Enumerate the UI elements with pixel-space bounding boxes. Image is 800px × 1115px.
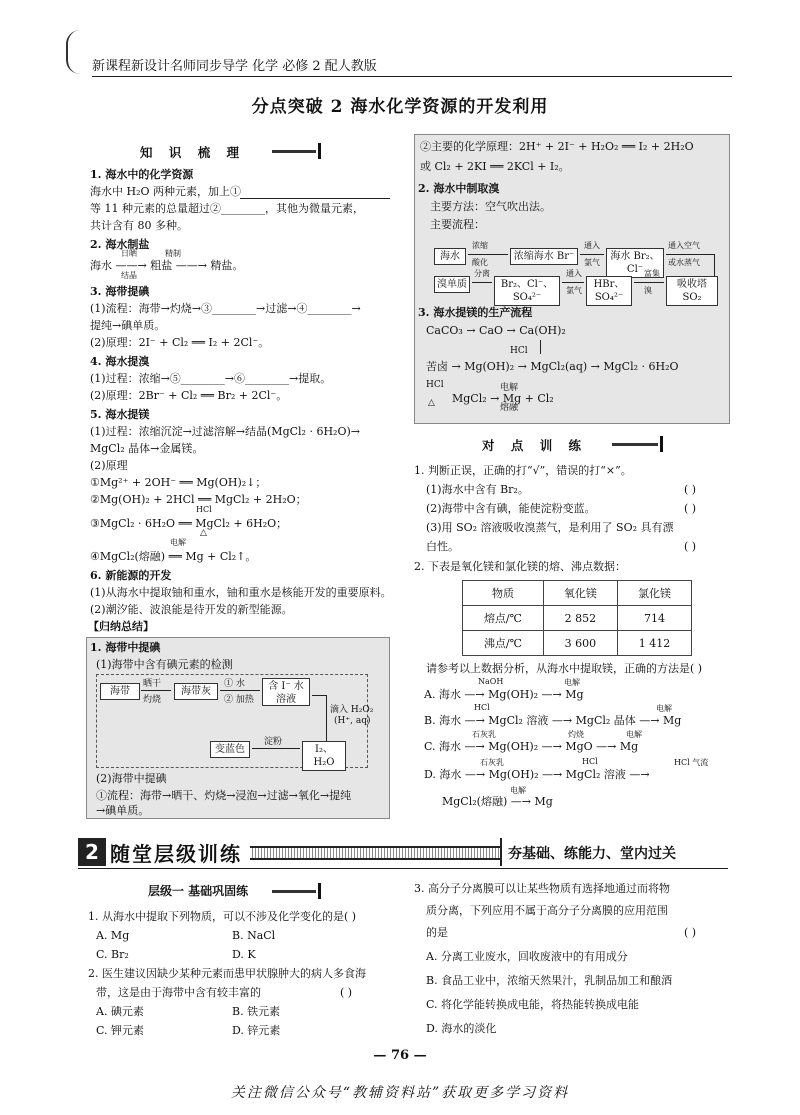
banner-number: 2 (78, 838, 106, 866)
optD-over-2: HCl (582, 757, 598, 766)
arrow-down-line (326, 695, 327, 741)
k-line-3: 共计含有 80 多种。 (90, 219, 188, 232)
k-line-17: ①Mg²⁺ + 2OH⁻ ══ Mg(OH)₂↓； (90, 476, 267, 489)
header-arc-decoration (66, 30, 82, 74)
k-line-9: (2)原理：2I⁻ + Cl₂ ══ I₂ + 2Cl⁻。 (90, 336, 270, 349)
banner-subtitle: 夯基础、练能力、堂内过关 (508, 846, 676, 862)
mg-line3: MgCl₂ → Mg + Cl₂ (452, 392, 554, 405)
arrow-acid-label: (H⁺, aq) (334, 716, 371, 726)
br-box-conc: 浓缩海水 Br⁻ (510, 248, 578, 265)
k-line-5: 海水 ——→ 粗盐 ——→ 精盐。 (90, 259, 244, 272)
summary-flow2: →碘单质。 (96, 804, 150, 817)
br-box-absorb: 吸收塔 SO₂ (666, 276, 718, 306)
table-cell: 1 412 (617, 631, 691, 656)
mg3-triangle-label: △ (200, 528, 207, 538)
br-box-seawater: 海水 (434, 248, 466, 265)
q3-opt-b[interactable]: B. 食品工业中，浓缩天然果汁，乳制品加工和酿酒 (426, 974, 673, 987)
mg2-hcl-label: HCl (510, 346, 528, 356)
page-number: — 76 — (373, 1048, 427, 1063)
header-rule (92, 76, 732, 77)
br-box-bromine: 溴单质 (434, 276, 470, 293)
br-arrow-chlorine1: 氯气 (584, 258, 600, 267)
knowledge-heading-bar (272, 150, 316, 153)
p-q1b-paren[interactable]: ( ) (684, 502, 697, 515)
l1-q1-opt-c[interactable]: C. Br₂ (96, 948, 129, 961)
summary-sub2: (2)海带中提碘 (96, 772, 167, 785)
k-line-2: 等 11 种元素的总量超过②________，其他为微量元素， (90, 202, 364, 215)
bromine-process: 主要流程： (430, 218, 485, 231)
optD2-over: 电解 (510, 786, 526, 795)
table-row (463, 606, 692, 631)
summary-flow: ①流程：海带→晒干、灼烧→浸泡→过滤→氧化→提纯 (96, 789, 352, 802)
arrow-dry (141, 690, 171, 691)
optB-over-1: HCl (474, 703, 490, 712)
mg-arrow-down (540, 340, 541, 354)
optD-over-1: 石灰乳 (480, 758, 504, 767)
mg-line2: 苦卤 → Mg(OH)₂ → MgCl₂(aq) → MgCl₂ · 6H₂O (426, 360, 679, 373)
k-line-12: (2)原理：2Br⁻ + Cl₂ ══ Br₂ + 2Cl⁻。 (90, 389, 288, 402)
k-line-14: (1)过程：浓缩沉淀→过滤溶解→结晶(MgCl₂ · 6H₂O)→ (90, 425, 360, 438)
l1-q1-opt-b[interactable]: B. NaCl (232, 929, 276, 942)
k-line-13: 5. 海水提镁 (90, 408, 150, 421)
arrow-water-label: ① 水 (224, 679, 245, 689)
box-iodine-water: I₂、H₂O (302, 741, 346, 771)
arrow-dry-label: 晒干 (143, 679, 162, 689)
bromine-head: 2. 海水中制取溴 (418, 182, 500, 195)
l1-q1-opt-d[interactable]: D. K (232, 948, 256, 961)
mg-line1: CaCO₃ → CaO → Ca(OH)₂ (426, 324, 566, 337)
p-q1a-paren[interactable]: ( ) (684, 483, 697, 496)
knowledge-heading-block (140, 142, 245, 161)
br-arrow-separate: 分离 (474, 269, 490, 278)
q3-line-1: 质分离，下列应用不属于高分子分离膜的应用范围 (426, 904, 668, 917)
level1-heading: 层级一 基础巩固练 (148, 884, 249, 898)
optC-over-2: 灼烧 (568, 730, 584, 739)
br-arrow-concentrate: 浓缩 (472, 241, 488, 250)
p-q1b: (2)海带中含有碘，能使淀粉变蓝。 (426, 502, 596, 515)
k-line-8: 提纯→碘单质。 (90, 319, 166, 332)
salt-crystal-label: 结晶 (121, 271, 137, 280)
br-arrow-pass1: 通入 (584, 241, 600, 250)
k-line-23: (2)潮汐能、波浪能是待开发的新型能源。 (90, 603, 293, 616)
knowledge-heading: 知 识 梳 理 (140, 145, 246, 160)
br-arrow-3 (666, 254, 714, 255)
q3-paren[interactable]: ( ) (684, 926, 697, 939)
table-header: 物质 (463, 581, 544, 606)
practice-heading-block (482, 435, 587, 454)
l1-q1: 1. 从海水中提取下列物质，可以不涉及化学变化的是( ) (88, 910, 357, 923)
arrow-water (220, 690, 260, 691)
table-header-row (463, 581, 692, 606)
banner-title: 随堂层级训练 (110, 842, 242, 866)
k-line-22: (1)从海水中提取铀和重水，铀和重水是核能开发的重要原料。 (90, 586, 392, 599)
summary-label: 【归纳总结】 (88, 620, 154, 633)
page-title: 分点突破 2 海水化学资源的开发利用 (251, 97, 549, 117)
table-cell: 沸点/℃ (463, 631, 544, 656)
table-header: 氯化镁 (617, 581, 691, 606)
q3-line-0: 3. 高分子分离膜可以让某些物质有选择地通过而将物 (414, 882, 670, 895)
principle1: ②主要的化学原理：2H⁺ + 2I⁻ + H₂O₂ ══ I₂ + 2H₂O (420, 140, 694, 153)
l1-q2-opt-c[interactable]: C. 钾元素 (96, 1024, 145, 1037)
box-blue: 变蓝色 (210, 741, 250, 758)
blank-1[interactable] (240, 198, 390, 199)
practice-heading: 对 点 训 练 (482, 438, 588, 453)
table-header: 氧化镁 (543, 581, 617, 606)
option-c[interactable]: C. 海水 —→ Mg(OH)₂ —→ MgO —→ Mg (424, 740, 639, 753)
arrow-h2o2-label: 滴入 H₂O₂ (330, 705, 374, 715)
salt-refine-label: 精制 (165, 249, 181, 258)
book-series-header: 新课程新设计名师同步导学 化学 必修 2 配人教版 (92, 59, 377, 74)
table-cell: 3 600 (543, 631, 617, 656)
l1-q2: 2. 医生建议因缺少某种元素而患甲状腺肿大的病人多食海 (88, 967, 366, 980)
box-seaweed: 海带 (100, 683, 140, 700)
br-arrow-1 (468, 254, 508, 255)
q3-opt-a[interactable]: A. 分离工业废水，回收废液中的有用成分 (426, 950, 628, 963)
table-cell: 2 852 (543, 606, 617, 631)
option-b[interactable]: B. 海水 —→ MgCl₂ 溶液 —→ MgCl₂ 晶体 —→ Mg (424, 714, 682, 727)
arrow-starch (252, 748, 300, 749)
q3-opt-d[interactable]: D. 海水的淡化 (426, 1022, 497, 1035)
br-arrow-steam: 或水蒸气 (668, 258, 700, 267)
p-q1c2: 白性。 (426, 540, 459, 553)
arrow-heat-label: ② 加热 (224, 695, 254, 705)
table-cell: 熔点/℃ (463, 606, 544, 631)
k-line-15: MgCl₂ 晶体→金属镁。 (90, 442, 204, 455)
br-arrow-enrich: 富集 (644, 269, 660, 278)
p-q2: 2. 下表是氧化镁和氯化镁的熔、沸点数据： (414, 560, 626, 573)
banner-divider (500, 838, 502, 866)
l1-q2-paren[interactable]: ( ) (340, 986, 353, 999)
footer-note: 关注微信公众号“教辅资料站”获取更多学习资料 (230, 1085, 570, 1101)
mg3-hcl-label: HCl (196, 505, 212, 514)
optC-over-1: 石灰乳 (472, 730, 496, 739)
table-cell: 714 (617, 606, 691, 631)
mg-data-table (462, 580, 692, 656)
br-arrow-2 (580, 254, 604, 255)
arrow-right-corner (312, 695, 326, 696)
br-arrow-5 (562, 282, 584, 283)
mg3-hcl-pre: HCl (426, 380, 444, 390)
mg-head: 3. 海水提镁的生产流程 (418, 306, 533, 319)
k-line-4: 2. 海水制盐 (90, 238, 150, 251)
arrow-starch-label: 淀粉 (264, 737, 283, 747)
br-arrow-4 (634, 282, 664, 283)
table-row (463, 631, 692, 656)
box-iodide-solution: 含 I⁻ 水 溶液 (262, 678, 310, 706)
mg3-melt: 熔融 (500, 403, 519, 413)
k-line-10: 4. 海水提溴 (90, 355, 150, 368)
br-arrow-pass2: 通入 (566, 269, 582, 278)
l1-q2b: 带，这是由于海带中含有较丰富的 (96, 986, 261, 999)
br-box-hbr: HBr、SO₄²⁻ (586, 276, 632, 306)
banner-rule (250, 846, 500, 860)
p-q1a: (1)海水中含有 Br₂。 (426, 483, 529, 496)
br-arrow-6 (472, 282, 492, 283)
optC-over-3: 电解 (626, 730, 642, 739)
br-arrow-bromine: 溴 (644, 286, 652, 295)
arrow-burn-label: 灼烧 (143, 695, 162, 705)
mg3-tri: △ (428, 398, 435, 408)
box-seaweed-ash: 海带灰 (174, 683, 218, 700)
mg3-electrolysis: 电解 (500, 383, 519, 393)
principle2: 或 Cl₂ + 2KI ══ 2KCl + I₂。 (420, 160, 570, 173)
salt-sun-label: 日晒 (121, 249, 137, 258)
br-arrow-air: 通入空气 (668, 241, 700, 250)
br-arrow-acidify: 酸化 (472, 258, 488, 267)
p-q2-ask: 请参考以上数据分析，从海水中提取镁，正确的方法是( ) (426, 662, 703, 675)
option-a[interactable]: A. 海水 —→ Mg(OH)₂ —→ Mg (424, 688, 584, 701)
q3-opt-c[interactable]: C. 将化学能转换成电能，将热能转换成电能 (426, 998, 640, 1011)
k-line-1: 海水中 H₂O 两种元素，加上① (90, 185, 242, 198)
l1-q2-opt-d[interactable]: D. 锌元素 (232, 1024, 281, 1037)
k-line-21: 6. 新能源的开发 (90, 569, 172, 582)
banner-underline (78, 868, 728, 869)
summary-heading: 1. 海带中提碘 (90, 641, 161, 654)
k-line-20: ④MgCl₂(熔融) ══ Mg + Cl₂↑。 (90, 550, 257, 563)
practice-heading-tick (660, 436, 663, 452)
optD-over-3: HCl 气流 (674, 758, 709, 767)
level1-heading-tick (318, 883, 321, 899)
br-arrow-down (714, 254, 715, 276)
mg4-electrolysis-label: 电解 (170, 538, 186, 547)
practice-heading-bar (612, 443, 658, 446)
optB-over-2: 电解 (656, 704, 672, 713)
br-box-mix: Br₂、Cl⁻、SO₄²⁻ (494, 276, 560, 306)
knowledge-heading-tick (318, 143, 321, 159)
p-q1: 1. 判断正误，正确的打“√”，错误的打“×”。 (414, 464, 632, 477)
bromine-method: 主要方法：空气吹出法。 (430, 200, 551, 213)
optA-over-1: NaOH (478, 677, 504, 686)
l1-q2-opt-a[interactable]: A. 碘元素 (96, 1005, 144, 1018)
summary-sub1: (1)海带中含有碘元素的检测 (96, 658, 233, 671)
k-line-19: ③MgCl₂ · 6H₂O ══ MgCl₂ + 6H₂O； (90, 517, 288, 530)
br-box-br2: 海水 Br₂、Cl⁻ (606, 248, 664, 278)
k-line-6: 3. 海带提碘 (90, 285, 150, 298)
l1-q1-opt-a[interactable]: A. Mg (96, 929, 130, 942)
p-q1c: (3)用 SO₂ 溶液吸收溴蒸气，是利用了 SO₂ 具有漂 (426, 521, 674, 534)
optA-over-2: 电解 (564, 678, 580, 687)
k-line-11: (1)过程：浓缩→⑤________→⑥________→提取。 (90, 372, 332, 385)
p-q1c-paren[interactable]: ( ) (684, 540, 697, 553)
option-d[interactable]: D. 海水 —→ Mg(OH)₂ —→ MgCl₂ 溶液 —→ (424, 768, 650, 781)
level1-heading-bar (272, 890, 316, 893)
k-line-16: (2)原理 (90, 459, 128, 472)
l1-q2-opt-b[interactable]: B. 铁元素 (232, 1005, 281, 1018)
k-line-0: 1. 海水中的化学资源 (90, 168, 194, 181)
k-line-7: (1)流程：海带→灼烧→③________→过滤→④________→ (90, 302, 361, 315)
q3-line-2: 的是 (426, 926, 448, 939)
br-arrow-chlorine2: 氯气 (566, 286, 582, 295)
k-line-18: ②Mg(OH)₂ + 2HCl ══ MgCl₂ + 2H₂O； (90, 493, 307, 506)
option-d-line2: MgCl₂(熔融) —→ Mg (442, 795, 553, 808)
